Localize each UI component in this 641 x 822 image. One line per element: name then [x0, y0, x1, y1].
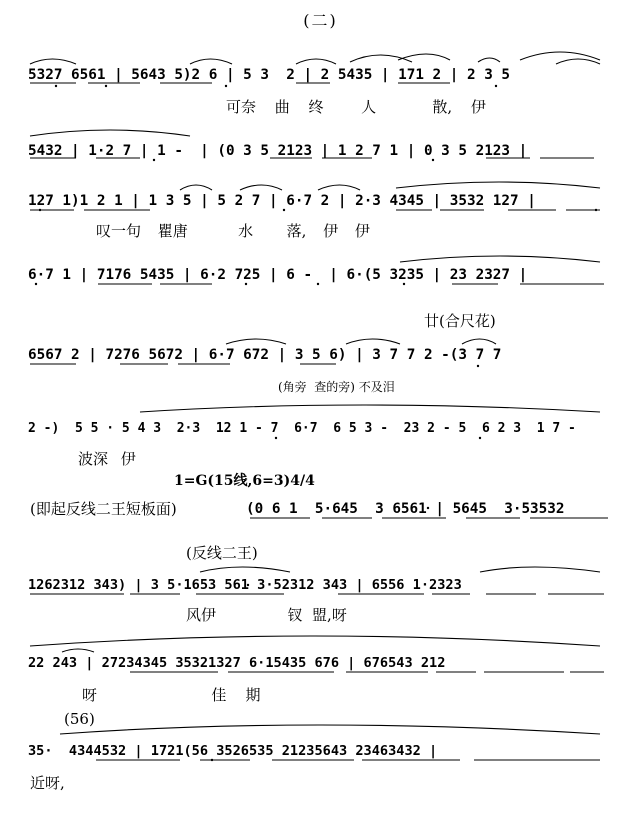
- notation-line-5: 6567 2 | 7276 5672 | 6·7 672 | 3 5 6) | 3 7 7 2 -(3 7 7: [28, 347, 502, 363]
- lyric-line-6: 波深 伊: [78, 450, 136, 468]
- lyric-line-8: 风伊 钗 盟,呀: [186, 606, 347, 624]
- lyric-line-10: 近呀,: [30, 774, 65, 792]
- lyric-line-7: (即起反线二王短板面): [30, 500, 177, 518]
- notation-line-2: 5432 | 1·2 7 | 1 - | (0 3 5 2123 | 1 2 7 1 | 0 3 5 2123 |: [28, 143, 528, 159]
- notation-line-1: 5327 6561 | 5643 5)2 6 | 5 3 2 | 2 5435 | 171 2 | 2 3 5: [28, 67, 511, 83]
- key-signature: 1=G(15线,6=3)4/4: [174, 473, 315, 489]
- notation-line-6: 2 -) 5 5 · 5 4 3 2·3 12 1 - 7 6·7 6 5 3 - 23 2 - 5 6 2 3 1 7 -: [28, 421, 576, 436]
- notation-line-3: 127 1)1 2 1 | 1 3 5 | 5 2 7 | 6·7 2 | 2·3 4345 | 3532 127 |: [28, 193, 536, 209]
- notation-line-7: (0 6 1 5·645 3 6561 | 5645 3·53532: [246, 501, 565, 517]
- lyric-line-5: (角旁 查的旁) 不及泪: [278, 380, 395, 394]
- section-annotation-8: (反线二王): [186, 544, 258, 562]
- notation-line-9: 22 243 | 27234345 35321327 6·15435 676 | 676543 212: [28, 655, 446, 671]
- lyric-line-9: 呀 佳 期: [82, 686, 261, 704]
- lyric-line-1: 可奈 曲 终 人 散, 伊: [226, 98, 486, 116]
- section-title: (二): [303, 11, 338, 30]
- section-annotation-10: (56): [64, 710, 95, 728]
- notation-line-8: 1262312 343) | 3 5·1653 561 3·52312 343 | 6556 1·2323: [28, 577, 462, 593]
- notation-line-4: 6·7 1 | 7176 5435 | 6·2 725 | 6 - | 6·(5 3235 | 23 2327 |: [28, 267, 528, 283]
- lyric-line-4: 廿(合尺花): [424, 312, 496, 330]
- lyric-line-3: 叹一句 瞿唐 水 落, 伊 伊: [96, 222, 370, 240]
- notation-line-10: 35· 4344532 | 1721(56 3526535 21235643 23463432 |: [28, 743, 438, 759]
